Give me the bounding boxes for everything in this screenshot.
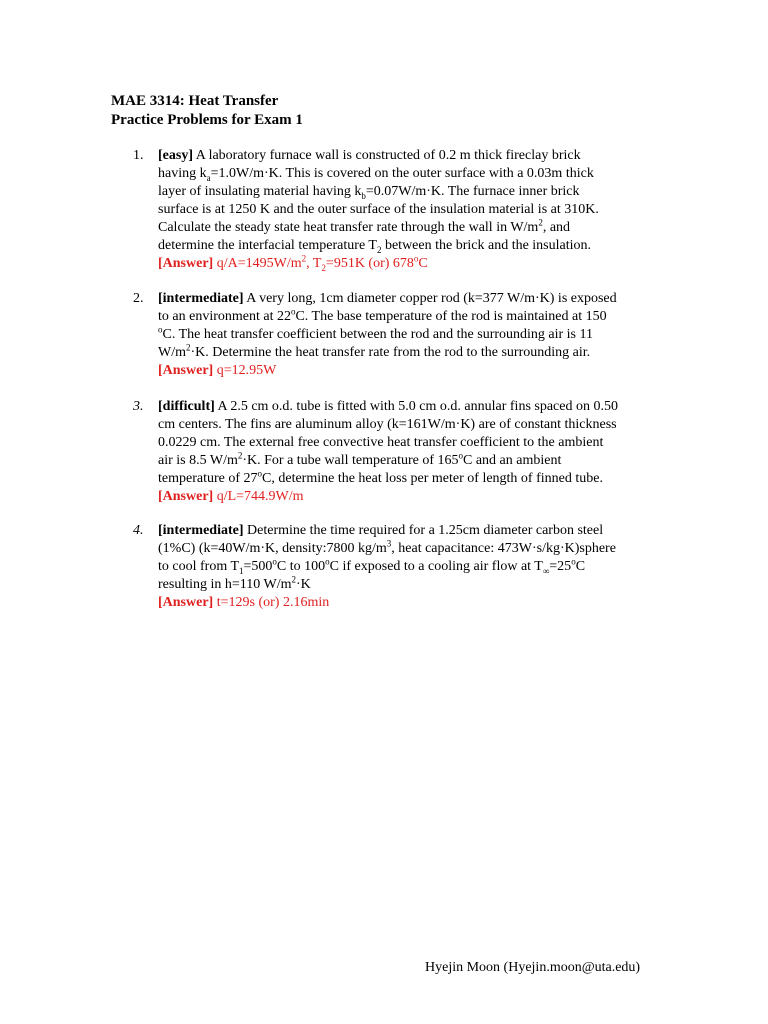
document-header [111, 92, 303, 130]
answer-label: [Answer] [158, 363, 214, 378]
answer-label: [Answer] [158, 256, 214, 271]
answer-label: [Answer] [158, 595, 214, 610]
problem-number: 2. [133, 291, 144, 306]
problem-number: 3. [133, 399, 144, 414]
problem-number: 4. [133, 523, 144, 538]
problem-body: [intermediate] A very long, 1cm diameter copper rod (k=377 W/m·K) is exposed to an environment at 22$^o$C. The base temperature of the rod is maintained at 150 $^o$C. The heat transfer coefficient between the rod and the surrounding air is 11 $W/m^2\cdot K$. Determine the heat transfer rate from the rod to the surrounding air. [Answer] q=12.95W [158, 290, 668, 380]
answer-line: [Answer] $q/A=1495W/m^2$, $T_2=951K$ (or) 678$^o$C [158, 253, 428, 273]
difficulty-label: [intermediate] [158, 291, 244, 306]
problem-body: [difficult] A 2.5 cm o.d. tube is fitted with 5.0 cm o.d. annular fins spaced on 0.50 cm centers. The fins are aluminum alloy (k=161W/m·K) are of constant thickness 0.0229 cm. The external free convective heat transfer coefficient to the ambient air is 8.5 $W/m^2\cdot K$. For a tube wall temperature of 165$^o$C and an ambient temperature of 27$^o$C, determine the heat loss per meter of length of finned tube. [Answer] q/L=744.9W/m [158, 398, 668, 506]
problem-body: [easy] A laboratory furnace wall is constructed of 0.2 m thick fireclay brick having $k_a=1.0W/m\cdot K$. This is covered on the outer surface with a 0.03m thick layer of insulating material having $k_b=0.07W/m\cdot K$. The furnace inner brick surface is at 1250 K and the outer surface of the insulation material is at 310K. Calculate the steady state heat transfer rate through the wall in $W/m^2$, and determine the interfacial temperature $T_2$ between the brick and the insulation. [Answer] $q/A=1495W/m^2$, $T_2=951K$ (or) 678$^o$C [158, 147, 668, 273]
difficulty-label: [difficult] [158, 399, 215, 414]
difficulty-label: [easy] [158, 148, 193, 163]
document-subtitle: Practice Problems for Exam 1 [111, 112, 303, 128]
answer-line: [Answer] t=129s (or) 2.16min [158, 595, 330, 610]
problem-body: [intermediate] Determine the time required for a 1.25cm diameter carbon steel (1%C) (k=40W/m·K, density:7800 $kg/m^3$, heat capacitance: 473W·s/kg·K)sphere to cool from $T_1=500^oC$ to 100$^o$C if exposed to a cooling air flow at $T_\infty=25^oC$ resulting in h=110 $W/m^2\cdot K$ [Answer] t=129s (or) 2.16min [158, 522, 668, 612]
problem-number: 1. [133, 148, 144, 163]
course-title: MAE 3314: Heat Transfer [111, 93, 279, 109]
difficulty-label: [intermediate] [158, 523, 244, 538]
answer-line: [Answer] q=12.95W [158, 363, 277, 378]
answer-line: [Answer] q/L=744.9W/m [158, 489, 304, 504]
author-footer: Hyejin Moon (Hyejin.moon@uta.edu) [425, 960, 641, 975]
answer-label: [Answer] [158, 489, 214, 504]
